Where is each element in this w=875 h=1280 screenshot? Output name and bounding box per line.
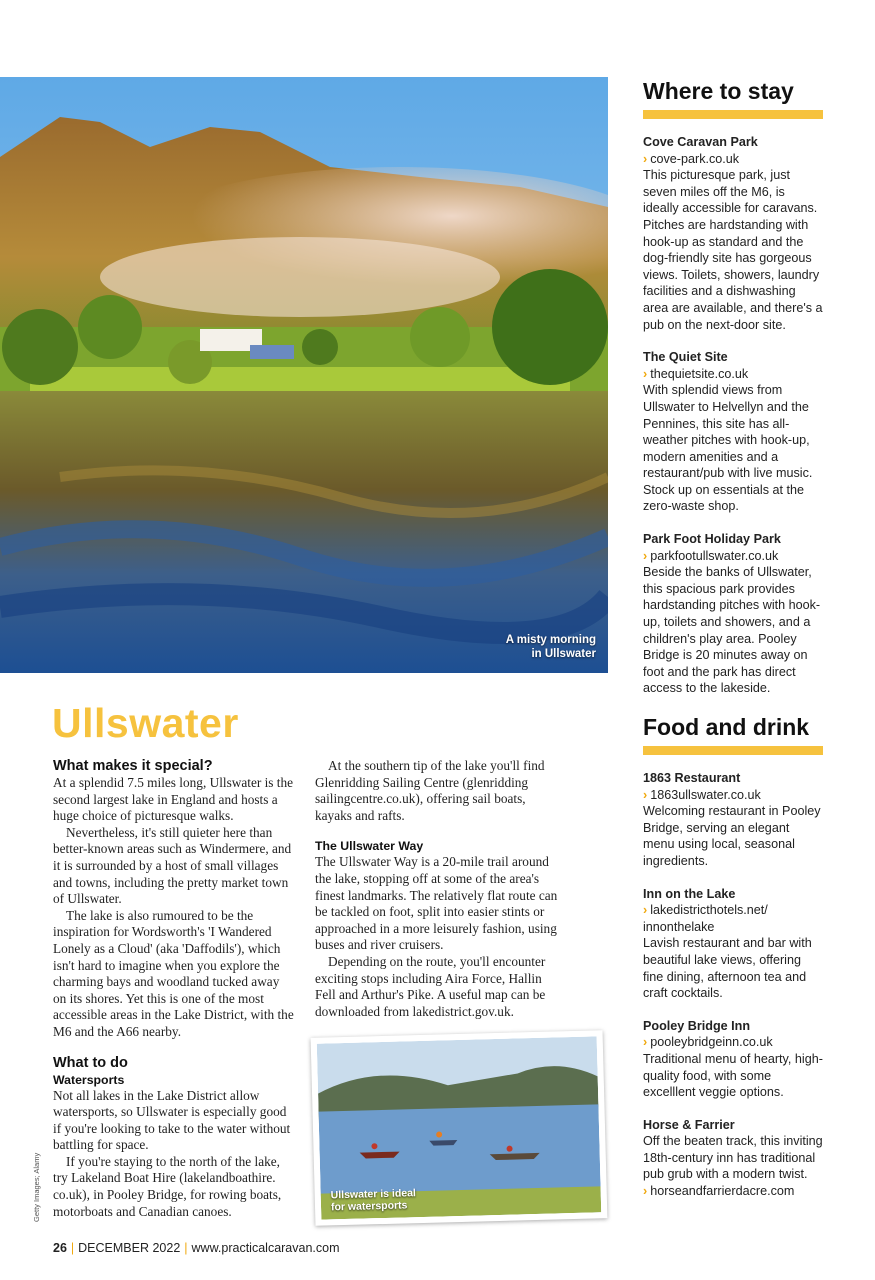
chevron-right-icon: › [643,366,648,381]
paragraph: At the southern tip of the lake you'll find Glenridding Sailing Centre (glenridding sailingcentre.co.uk), offering sail boats, kayaks and rafts. [315,758,545,823]
paragraph: Not all lakes in the Lake District allow watersports, so Ullswater is especially good if you're looking to take to the water without battling for space. [53,1087,291,1153]
chevron-right-icon: › [643,548,648,563]
paragraph: Depending on the route, you'll encounter exciting stops including Aira Force, Hallin Fell and Arthur's Pike. A useful map can be downloaded from lakedistrict.gov.uk. [315,953,546,1019]
food-entry [643,886,823,1002]
entry-description: Lavish restaurant and bar with beautiful lake views, offering fine dining, afternoon tea and craft cocktails. [643,936,812,1001]
ullswater-way-subheading: The Ullswater Way [315,839,424,854]
food-entry [643,770,823,870]
hero-caption-line2: in Ullswater [531,648,596,660]
entry-name: 1863 Restaurant [643,771,741,785]
entry-url[interactable]: cove-park.co.uk [650,151,740,166]
paragraph: Nevertheless, it's still quieter here than better-known areas such as Windermere, and it is surrounded by a host of small villages and towns, including the pretty market town of Ullswater. [53,824,292,907]
entry-url[interactable]: lakedistricthotels.net/ innonthelake [643,903,768,934]
entry-description: This picturesque park, just seven miles off the M6, is ideally accessible for caravans. Pitches are hardstanding with hook-up as standard and the dog-friendly site has gorgeous views. Toilets, showers, laundry facilities and a dishwashing area are available, and there's a pub on the next-door site. [643,168,823,332]
entry-description: Traditional menu of hearty, high-quality food, with some excelllent veggie options. [643,1051,823,1100]
heading-accent-bar [643,110,823,119]
hero-landscape-illustration [0,77,608,673]
watersports-subheading: Watersports [53,1072,125,1087]
entry-url[interactable]: horseandfarrierdacre.com [650,1184,795,1199]
entry-description: Welcoming restaurant in Pooley Bridge, serving an elegant menu using local, seasonal ingredients. [643,804,821,868]
inset-photo [311,1030,608,1226]
special-heading: What makes it special? [53,758,213,774]
page-footer: 26 | DECEMBER 2022 | www.practicalcaravan.com [53,1241,340,1255]
heading-accent-bar [643,746,823,755]
entry-url[interactable]: thequietsite.co.uk [650,366,749,381]
entry-url[interactable]: pooleybridgeinn.co.uk [650,1035,773,1050]
entry-url[interactable]: parkfootullswater.co.uk [650,548,779,563]
stay-entry [643,134,823,333]
entry-url[interactable]: 1863ullswater.co.uk [650,787,761,802]
chevron-right-icon: › [643,1035,648,1050]
entry-description: With splendid views from Ullswater to Helvellyn and the Pennines, this site has all-weather pitches with hook-up, modern amenities and a restaurant/pub with live music. Stock up on essentials at the zero-waste shop. [643,383,813,514]
where-to-stay-heading: Where to stay [643,78,794,104]
paragraph: The lake is also rumoured to be the inspiration for Wordsworth's 'I Wandered Lonely as a Cloud' (aka 'Daffodils'), which isn't hard to imagine when you explore the charming bays and woodland tucked away on its shores. Yet this is one of the most accessible areas in the Lake District, with the M6 and the A66 nearby. [53,907,294,1039]
photo-credit: Getty Images; Alamy [32,1152,41,1222]
entry-name: Horse & Farrier [643,1117,735,1132]
inset-caption-line1: Ullswater is ideal [330,1187,417,1202]
photo-credit-wrapper [32,1152,42,1232]
chevron-right-icon: › [643,787,648,802]
article-title: Ullswater [52,700,239,746]
chevron-right-icon: › [643,151,648,166]
article-column-2 [315,758,560,1020]
hero-photo [0,77,608,673]
paragraph: If you're staying to the north of the lake, try Lakeland Boat Hire (lakelandboathire. co.uk), in Pooley Bridge, for rowing boats, motorboats and Canadian canoes. [53,1153,282,1219]
entry-name: Pooley Bridge Inn [643,1018,751,1033]
inset-caption-line2: for watersports [330,1199,408,1214]
issue-date: DECEMBER 2022 [78,1241,181,1255]
todo-heading: What to do [53,1054,128,1071]
entry-description: Off the beaten track, this inviting 18th-century inn has traditional pub grub with a modern twist. [643,1134,823,1182]
chevron-right-icon: › [643,1184,648,1199]
food-entry [643,1018,823,1101]
entry-description: Beside the banks of Ullswater, this spacious park provides hardstanding pitches with hook-up, toilets and showers, and a children's play area. Pooley Bridge is 20 minutes away on foot and the park has direct access to the lakeside. [643,565,821,696]
website-link[interactable]: www.practicalcaravan.com [191,1241,340,1255]
stay-entry [643,349,823,515]
article-column-1 [53,758,295,1220]
food-and-drink-heading: Food and drink [643,714,810,740]
paragraph: At a splendid 7.5 miles long, Ullswater is the second largest lake in England and hosts a huge choice of picturesque walks. [53,775,294,824]
inset-caption [331,1187,417,1213]
hero-caption-line1: A misty morning [505,634,596,646]
sidebar [643,77,823,1216]
entry-name: Park Foot Holiday Park [643,532,781,547]
paragraph: The Ullswater Way is a 20-mile trail around the lake, stopping off at some of the area's finest landmarks. The relatively flat route can be tackled on foot, split into easier stints or approached in a more leisurely fashion, using buses and river cruisers. [315,854,558,953]
entry-name: Inn on the Lake [643,886,736,901]
page-number: 26 [53,1241,67,1255]
chevron-right-icon: › [643,903,648,918]
entry-name: The Quiet Site [643,350,728,365]
entry-name: Cove Caravan Park [643,135,758,149]
stay-entry [643,531,823,697]
food-entry [643,1117,823,1200]
hero-caption [506,633,596,661]
